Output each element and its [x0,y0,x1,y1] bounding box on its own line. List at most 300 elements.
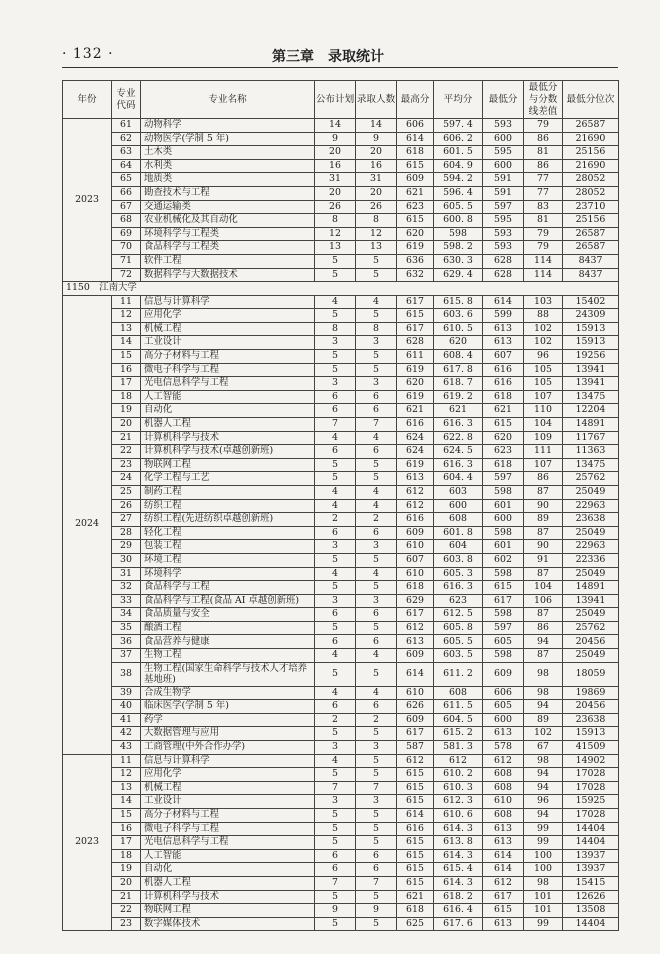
table-row [63,146,619,160]
plan-cell: 6 [315,404,356,418]
table-row [63,727,619,741]
min-rank-cell: 14404 [563,917,619,931]
min-rank-cell: 15913 [563,727,619,741]
avg-score-cell: 620 [434,336,483,350]
min-score-cell: 609 [483,662,524,686]
admitted-cell: 7 [356,781,397,795]
min-rank-cell: 12626 [563,890,619,904]
table-row [63,404,619,418]
score-diff-cell: 81 [524,146,563,160]
score-diff-cell: 83 [524,200,563,214]
code-cell: 20 [112,417,141,431]
min-score-cell: 617 [483,594,524,608]
avg-score-cell: 605. 5 [434,635,483,649]
max-score-cell: 619 [397,390,434,404]
admitted-cell: 5 [356,350,397,364]
header-max: 最高分 [397,81,434,119]
admitted-cell: 31 [356,173,397,187]
major-cell: 水利类 [141,159,315,173]
code-cell: 19 [112,404,141,418]
avg-score-cell: 603. 6 [434,309,483,323]
avg-score-cell: 594. 2 [434,173,483,187]
plan-cell: 6 [315,635,356,649]
table-row [63,417,619,431]
max-score-cell: 619 [397,363,434,377]
table-row [63,227,619,241]
admitted-cell: 16 [356,159,397,173]
plan-cell: 3 [315,336,356,350]
plan-cell: 7 [315,876,356,890]
admitted-cell: 2 [356,713,397,727]
min-rank-cell: 15415 [563,876,619,890]
min-rank-cell: 26587 [563,227,619,241]
major-cell: 地质类 [141,173,315,187]
table-row [63,686,619,700]
min-rank-cell: 11363 [563,445,619,459]
table-row [63,214,619,228]
plan-cell: 5 [315,309,356,323]
major-cell: 纺织工程 [141,499,315,513]
min-score-cell: 620 [483,431,524,445]
plan-cell: 4 [315,567,356,581]
min-rank-cell: 15402 [563,295,619,309]
code-cell: 30 [112,553,141,567]
header-plan: 公布计划 [315,81,356,119]
code-cell: 16 [112,363,141,377]
max-score-cell: 615 [397,309,434,323]
major-cell: 合成生物学 [141,686,315,700]
avg-score-cell: 624. 5 [434,445,483,459]
major-cell: 机械工程 [141,781,315,795]
major-cell: 机器人工程 [141,417,315,431]
score-diff-cell: 107 [524,390,563,404]
score-diff-cell: 103 [524,295,563,309]
avg-score-cell: 610. 2 [434,768,483,782]
min-rank-cell: 15913 [563,336,619,350]
major-cell: 化学工程与工艺 [141,472,315,486]
avg-score-cell: 608 [434,513,483,527]
plan-cell: 8 [315,214,356,228]
header-rank: 最低分位次 [563,81,619,119]
plan-cell: 20 [315,146,356,160]
plan-cell: 5 [315,268,356,282]
min-score-cell: 593 [483,227,524,241]
admitted-cell: 4 [356,499,397,513]
major-cell: 微电子科学与工程 [141,822,315,836]
admitted-cell: 5 [356,754,397,768]
avg-score-cell: 614. 3 [434,849,483,863]
min-score-cell: 597 [483,472,524,486]
max-score-cell: 612 [397,754,434,768]
code-cell: 16 [112,822,141,836]
plan-cell: 5 [315,836,356,850]
avg-score-cell: 619. 2 [434,390,483,404]
table-row [63,822,619,836]
year-cell: 2024 [63,295,112,754]
avg-score-cell: 605. 3 [434,567,483,581]
year-cell: 2023 [63,119,112,282]
score-diff-cell: 86 [524,132,563,146]
score-diff-cell: 86 [524,472,563,486]
avg-score-cell: 616. 3 [434,581,483,595]
plan-cell: 6 [315,863,356,877]
plan-cell: 14 [315,119,356,133]
max-score-cell: 616 [397,822,434,836]
header-diff: 最低分与分数线差值 [524,81,563,119]
admitted-cell: 6 [356,608,397,622]
max-score-cell: 621 [397,186,434,200]
score-diff-cell: 81 [524,214,563,228]
min-score-cell: 602 [483,553,524,567]
table-row [63,741,619,755]
plan-cell: 6 [315,608,356,622]
admitted-cell: 6 [356,404,397,418]
admitted-cell: 5 [356,809,397,823]
avg-score-cell: 605. 5 [434,200,483,214]
admitted-cell: 3 [356,795,397,809]
max-score-cell: 621 [397,404,434,418]
min-rank-cell: 20456 [563,635,619,649]
min-score-cell: 608 [483,781,524,795]
min-rank-cell: 22336 [563,553,619,567]
major-cell: 交通运输类 [141,200,315,214]
min-rank-cell: 13475 [563,458,619,472]
min-rank-cell: 21690 [563,159,619,173]
score-diff-cell: 89 [524,713,563,727]
table-row [63,540,619,554]
admission-table [62,80,619,931]
min-rank-cell: 17028 [563,768,619,782]
major-cell: 环境工程 [141,553,315,567]
admitted-cell: 5 [356,890,397,904]
max-score-cell: 620 [397,377,434,391]
table-row [63,917,619,931]
plan-cell: 13 [315,241,356,255]
plan-cell: 6 [315,849,356,863]
min-rank-cell: 13475 [563,390,619,404]
major-cell: 信息与计算科学 [141,754,315,768]
table-row [63,608,619,622]
avg-score-cell: 615. 8 [434,295,483,309]
table-row [63,159,619,173]
score-diff-cell: 98 [524,686,563,700]
table-row [63,781,619,795]
min-rank-cell: 41509 [563,741,619,755]
major-cell: 工业设计 [141,795,315,809]
avg-score-cell: 614. 3 [434,822,483,836]
score-diff-cell: 79 [524,241,563,255]
max-score-cell: 609 [397,526,434,540]
min-score-cell: 613 [483,336,524,350]
table-row [63,350,619,364]
max-score-cell: 623 [397,200,434,214]
avg-score-cell: 601. 5 [434,146,483,160]
avg-score-cell: 622. 8 [434,431,483,445]
code-cell: 23 [112,917,141,931]
min-score-cell: 615 [483,581,524,595]
code-cell: 64 [112,159,141,173]
avg-score-cell: 623 [434,594,483,608]
plan-cell: 4 [315,295,356,309]
admitted-cell: 3 [356,594,397,608]
score-diff-cell: 89 [524,513,563,527]
score-diff-cell: 102 [524,727,563,741]
min-score-cell: 607 [483,350,524,364]
code-cell: 70 [112,241,141,255]
major-cell: 食品科学与工程(食品 AI 卓越创新班) [141,594,315,608]
plan-cell: 4 [315,686,356,700]
score-diff-cell: 98 [524,754,563,768]
table-row [63,567,619,581]
min-score-cell: 595 [483,146,524,160]
min-score-cell: 597 [483,621,524,635]
max-score-cell: 613 [397,472,434,486]
code-cell: 12 [112,768,141,782]
avg-score-cell: 598. 2 [434,241,483,255]
min-rank-cell: 21690 [563,132,619,146]
table-row [63,431,619,445]
code-cell: 67 [112,200,141,214]
max-score-cell: 615 [397,849,434,863]
min-score-cell: 613 [483,727,524,741]
avg-score-cell: 615. 2 [434,727,483,741]
max-score-cell: 619 [397,458,434,472]
admitted-cell: 6 [356,700,397,714]
min-score-cell: 613 [483,836,524,850]
code-cell: 35 [112,621,141,635]
max-score-cell: 636 [397,254,434,268]
min-score-cell: 612 [483,876,524,890]
avg-score-cell: 608. 4 [434,350,483,364]
max-score-cell: 617 [397,322,434,336]
avg-score-cell: 596. 4 [434,186,483,200]
admitted-cell: 5 [356,553,397,567]
code-cell: 65 [112,173,141,187]
table-row [63,186,619,200]
admitted-cell: 5 [356,309,397,323]
score-diff-cell: 99 [524,822,563,836]
avg-score-cell: 604 [434,540,483,554]
min-score-cell: 599 [483,309,524,323]
min-rank-cell: 22963 [563,499,619,513]
table-row [63,472,619,486]
min-rank-cell: 25049 [563,567,619,581]
code-cell: 24 [112,472,141,486]
table-row [63,754,619,768]
min-rank-cell: 17028 [563,809,619,823]
major-cell: 动物医学(学制 5 年) [141,132,315,146]
table-row [63,526,619,540]
avg-score-cell: 617. 6 [434,917,483,931]
table-row [63,309,619,323]
min-rank-cell: 14902 [563,754,619,768]
avg-score-cell: 608 [434,686,483,700]
min-score-cell: 598 [483,649,524,663]
score-diff-cell: 94 [524,768,563,782]
min-rank-cell: 25049 [563,649,619,663]
admitted-cell: 4 [356,485,397,499]
major-cell: 人工智能 [141,390,315,404]
code-cell: 15 [112,809,141,823]
major-cell: 纺织工程(先进纺织卓越创新班) [141,513,315,527]
code-cell: 61 [112,119,141,133]
plan-cell: 3 [315,540,356,554]
admitted-cell: 5 [356,662,397,686]
plan-cell: 5 [315,254,356,268]
code-cell: 27 [112,513,141,527]
code-cell: 25 [112,485,141,499]
min-score-cell: 613 [483,917,524,931]
min-score-cell: 614 [483,863,524,877]
min-score-cell: 617 [483,890,524,904]
score-diff-cell: 99 [524,836,563,850]
table-row [63,863,619,877]
plan-cell: 5 [315,363,356,377]
min-rank-cell: 28052 [563,186,619,200]
min-rank-cell: 25156 [563,214,619,228]
score-diff-cell: 104 [524,417,563,431]
plan-cell: 6 [315,390,356,404]
major-cell: 食品科学与工程类 [141,241,315,255]
max-score-cell: 609 [397,649,434,663]
code-cell: 22 [112,904,141,918]
avg-score-cell: 612. 3 [434,795,483,809]
admitted-cell: 5 [356,917,397,931]
avg-score-cell: 616. 3 [434,417,483,431]
code-cell: 36 [112,635,141,649]
avg-score-cell: 621 [434,404,483,418]
major-cell: 酿酒工程 [141,621,315,635]
table-row [63,635,619,649]
major-cell: 高分子材料与工程 [141,809,315,823]
min-score-cell: 615 [483,417,524,431]
score-diff-cell: 106 [524,594,563,608]
min-score-cell: 628 [483,268,524,282]
min-rank-cell: 13941 [563,594,619,608]
table-row [63,713,619,727]
major-cell: 计算机科学与技术(卓越创新班) [141,445,315,459]
major-cell: 计算机科学与技术 [141,890,315,904]
code-cell: 62 [112,132,141,146]
code-cell: 11 [112,295,141,309]
admitted-cell: 6 [356,445,397,459]
min-rank-cell: 23638 [563,713,619,727]
max-score-cell: 628 [397,336,434,350]
avg-score-cell: 612 [434,754,483,768]
min-score-cell: 600 [483,513,524,527]
table-row [63,254,619,268]
avg-score-cell: 598 [434,227,483,241]
header-major: 专业名称 [141,81,315,119]
min-score-cell: 601 [483,540,524,554]
code-cell: 11 [112,754,141,768]
score-diff-cell: 86 [524,159,563,173]
code-cell: 37 [112,649,141,663]
table-row [63,173,619,187]
major-cell: 软件工程 [141,254,315,268]
score-diff-cell: 90 [524,540,563,554]
min-score-cell: 598 [483,567,524,581]
plan-cell: 8 [315,322,356,336]
page-number: · 132 · [62,46,114,62]
score-diff-cell: 91 [524,553,563,567]
min-score-cell: 598 [483,608,524,622]
score-diff-cell: 96 [524,350,563,364]
code-cell: 66 [112,186,141,200]
avg-score-cell: 610. 5 [434,322,483,336]
min-rank-cell: 15925 [563,795,619,809]
avg-score-cell: 604. 9 [434,159,483,173]
score-diff-cell: 77 [524,186,563,200]
admitted-cell: 3 [356,377,397,391]
min-score-cell: 578 [483,741,524,755]
major-cell: 高分子材料与工程 [141,350,315,364]
major-cell: 机械工程 [141,322,315,336]
min-rank-cell: 13937 [563,863,619,877]
header-avg: 平均分 [434,81,483,119]
plan-cell: 3 [315,594,356,608]
admitted-cell: 5 [356,822,397,836]
max-score-cell: 614 [397,132,434,146]
plan-cell: 5 [315,581,356,595]
max-score-cell: 624 [397,431,434,445]
max-score-cell: 609 [397,713,434,727]
score-diff-cell: 104 [524,581,563,595]
code-cell: 29 [112,540,141,554]
min-score-cell: 613 [483,322,524,336]
score-diff-cell: 100 [524,849,563,863]
plan-cell: 5 [315,662,356,686]
max-score-cell: 607 [397,553,434,567]
plan-cell: 16 [315,159,356,173]
max-score-cell: 615 [397,768,434,782]
score-diff-cell: 99 [524,917,563,931]
code-cell: 14 [112,795,141,809]
major-cell: 大数据管理与应用 [141,727,315,741]
max-score-cell: 616 [397,417,434,431]
code-cell: 42 [112,727,141,741]
max-score-cell: 620 [397,227,434,241]
min-rank-cell: 12204 [563,404,619,418]
code-cell: 26 [112,499,141,513]
max-score-cell: 621 [397,890,434,904]
score-diff-cell: 110 [524,404,563,418]
major-cell: 食品质量与安全 [141,608,315,622]
max-score-cell: 615 [397,795,434,809]
plan-cell: 2 [315,513,356,527]
avg-score-cell: 604. 4 [434,472,483,486]
score-diff-cell: 77 [524,173,563,187]
table-row [63,876,619,890]
min-score-cell: 600 [483,159,524,173]
admitted-cell: 6 [356,635,397,649]
admitted-cell: 5 [356,472,397,486]
min-score-cell: 615 [483,904,524,918]
plan-cell: 4 [315,431,356,445]
plan-cell: 9 [315,904,356,918]
avg-score-cell: 611. 2 [434,662,483,686]
header-admitted: 录取人数 [356,81,397,119]
major-cell: 物联网工程 [141,458,315,472]
max-score-cell: 632 [397,268,434,282]
code-cell: 43 [112,741,141,755]
min-rank-cell: 17028 [563,781,619,795]
plan-cell: 5 [315,458,356,472]
score-diff-cell: 107 [524,458,563,472]
admitted-cell: 5 [356,768,397,782]
major-cell: 环境科学与工程类 [141,227,315,241]
plan-cell: 3 [315,741,356,755]
